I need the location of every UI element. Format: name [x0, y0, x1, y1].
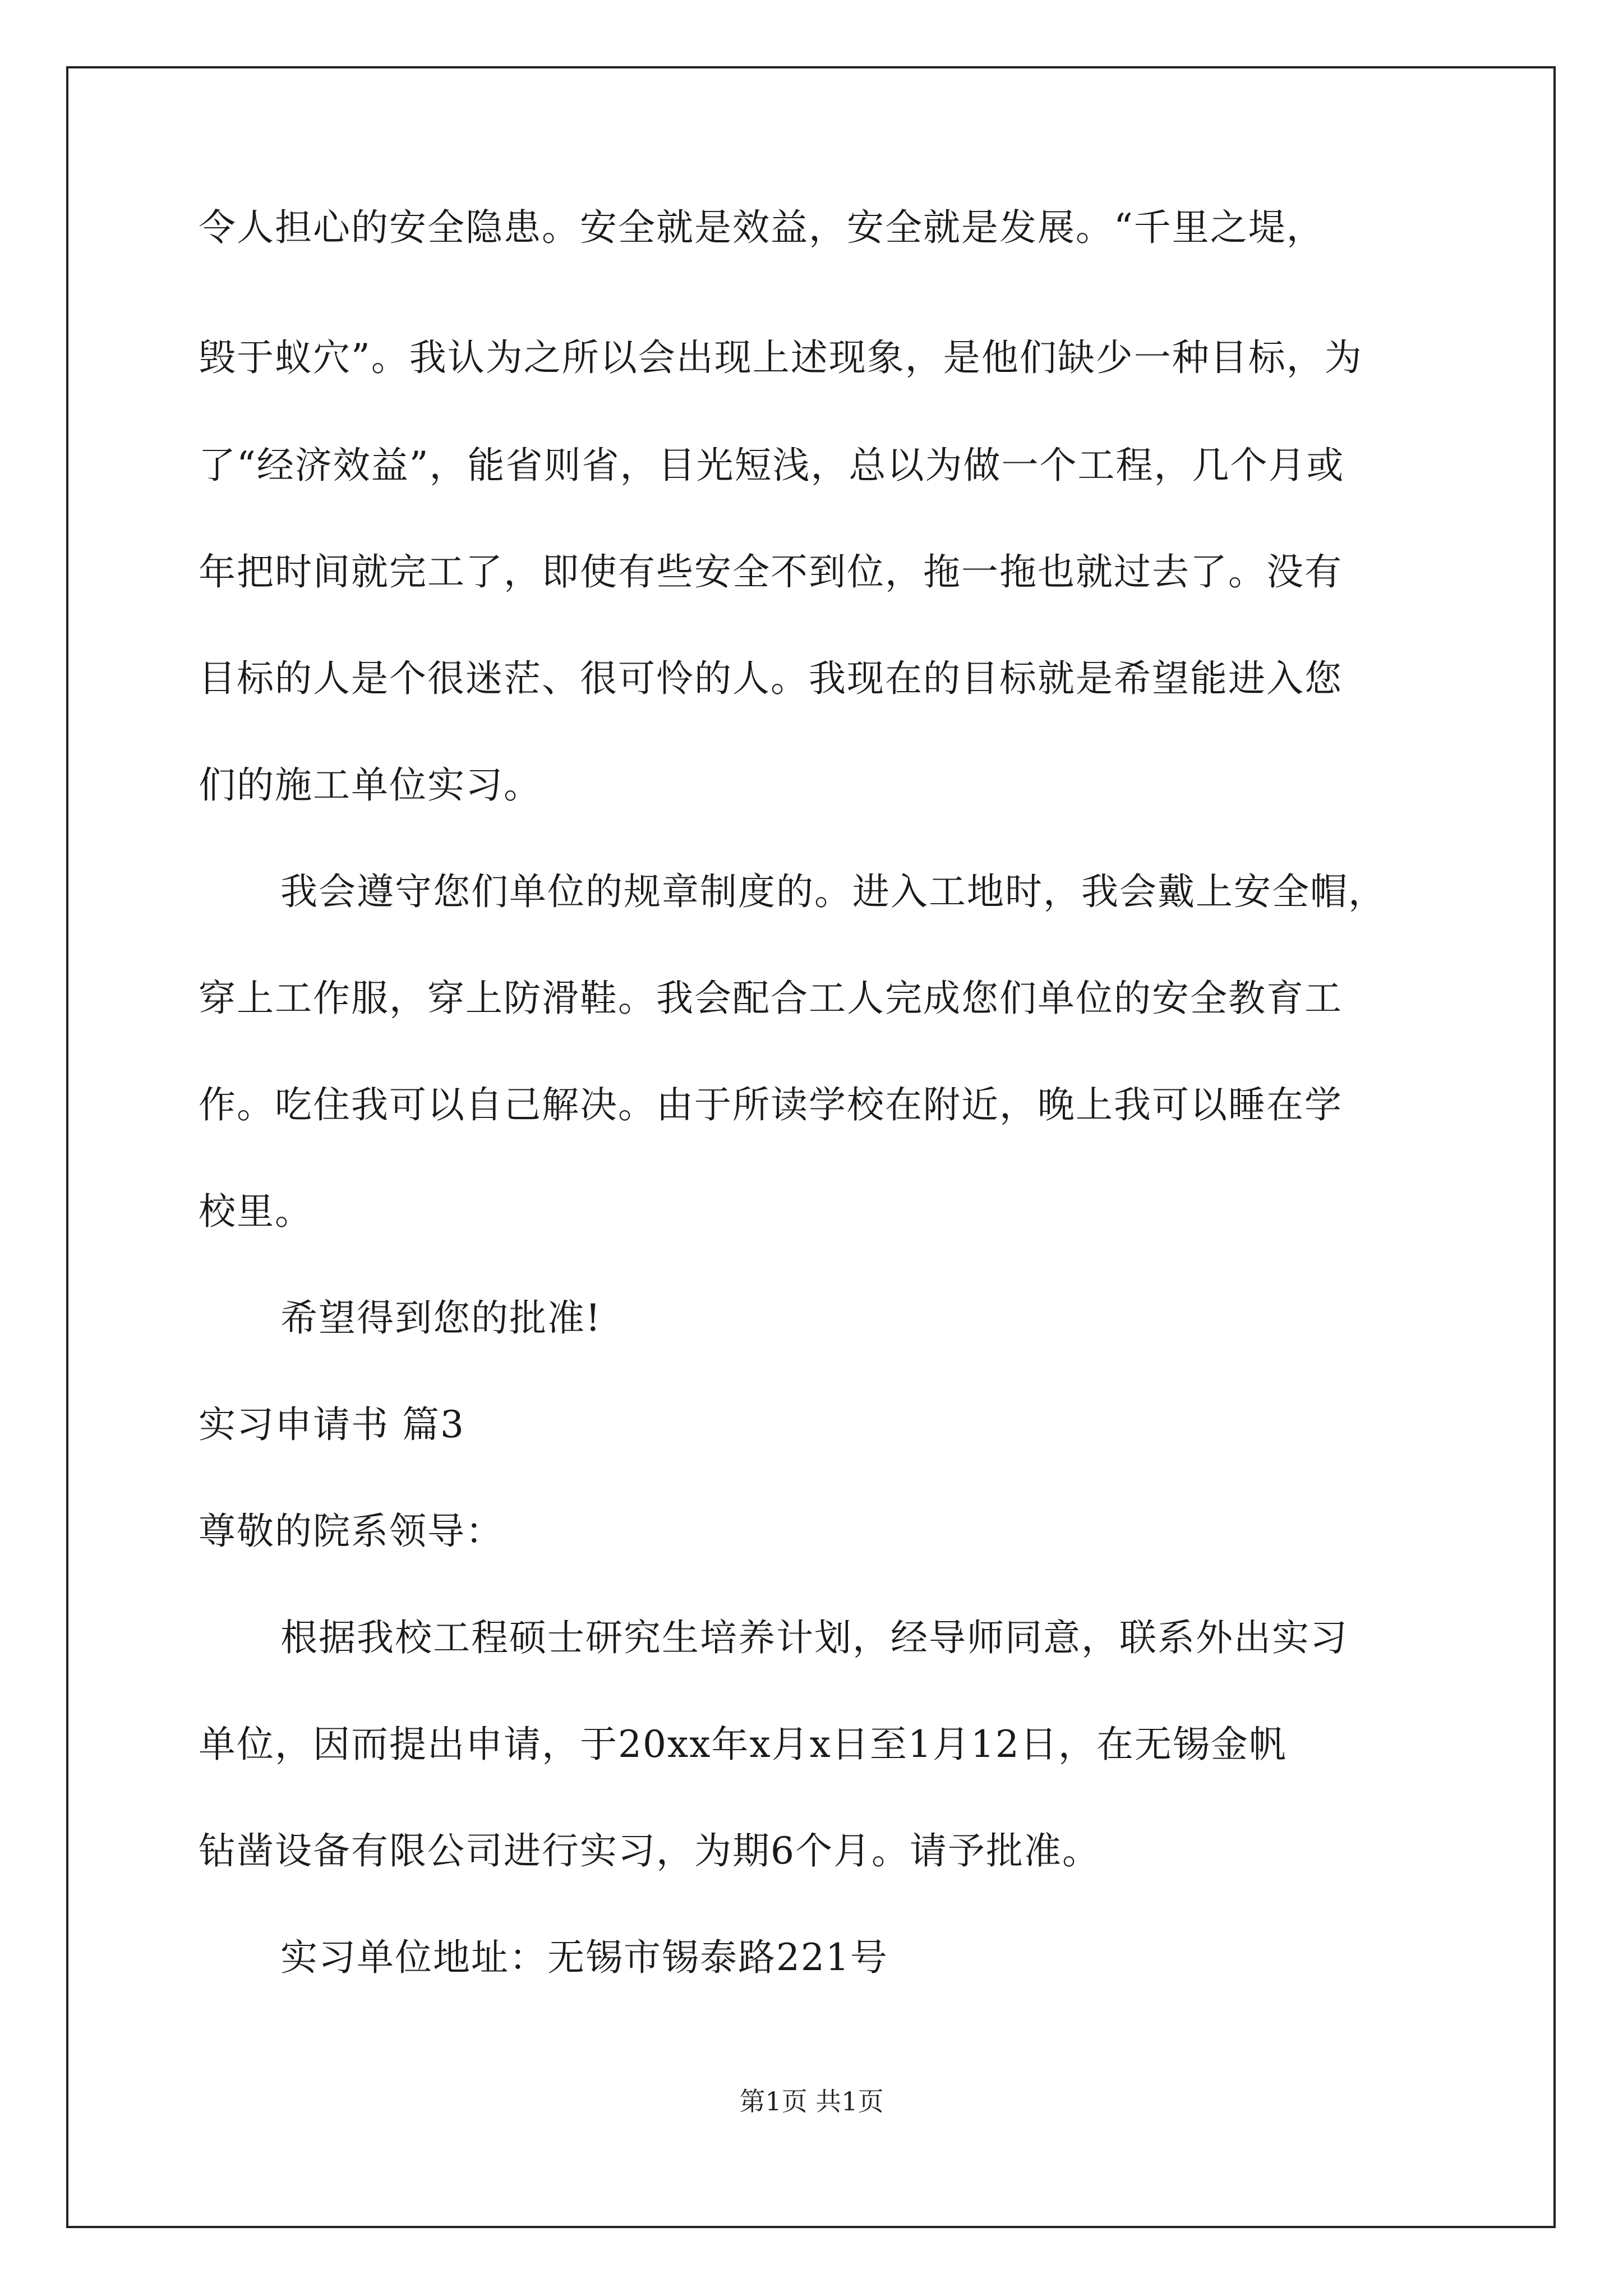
paragraph-line: 年把时间就完工了，即使有些安全不到位，拖一拖也就过去了。没有 — [199, 550, 1343, 593]
page-footer: 第1页 共1页 — [739, 2086, 884, 2116]
paragraph-line: 钻凿设备有限公司进行实习，为期6个月。请予批准。 — [199, 1829, 1100, 1872]
paragraph-line: 希望得到您的批准! — [280, 1296, 602, 1340]
address-line: 实习单位地址：无锡市锡泰路221号 — [280, 1936, 888, 1979]
paragraph-line: 校里。 — [199, 1190, 313, 1233]
page-border — [66, 66, 1556, 2228]
paragraph-line: 毁于蚁穴”。我认为之所以会出现上述现象，是他们缺少一种目标，为 — [199, 336, 1363, 379]
paragraph-line: 目标的人是个很迷茫、很可怜的人。我现在的目标就是希望能进入您 — [199, 657, 1343, 700]
paragraph-line: 根据我校工程硕士研究生培养计划，经导师同意，联系外出实习 — [280, 1616, 1348, 1659]
paragraph-line: 穿上工作服，穿上防滑鞋。我会配合工人完成您们单位的安全教育工 — [199, 977, 1343, 1020]
paragraph-line: 作。吃住我可以自己解决。由于所读学校在附近，晚上我可以睡在学 — [199, 1083, 1343, 1126]
paragraph-line: 令人担心的安全隐患。安全就是效益，安全就是发展。“千里之堤， — [199, 206, 1325, 249]
paragraph-line: 了“经济效益”，能省则省，目光短浅，总以为做一个工程，几个月或 — [199, 444, 1345, 487]
salutation: 尊敬的院系领导： — [199, 1510, 504, 1553]
paragraph-line: 们的施工单位实习。 — [199, 763, 542, 807]
section-heading: 实习申请书 篇3 — [199, 1403, 465, 1446]
paragraph-line: 我会遵守您们单位的规章制度的。进入工地时，我会戴上安全帽， — [280, 870, 1386, 913]
paragraph-line: 单位，因而提出申请，于20xx年x月x日至1月12日，在无锡金帆 — [199, 1723, 1287, 1766]
